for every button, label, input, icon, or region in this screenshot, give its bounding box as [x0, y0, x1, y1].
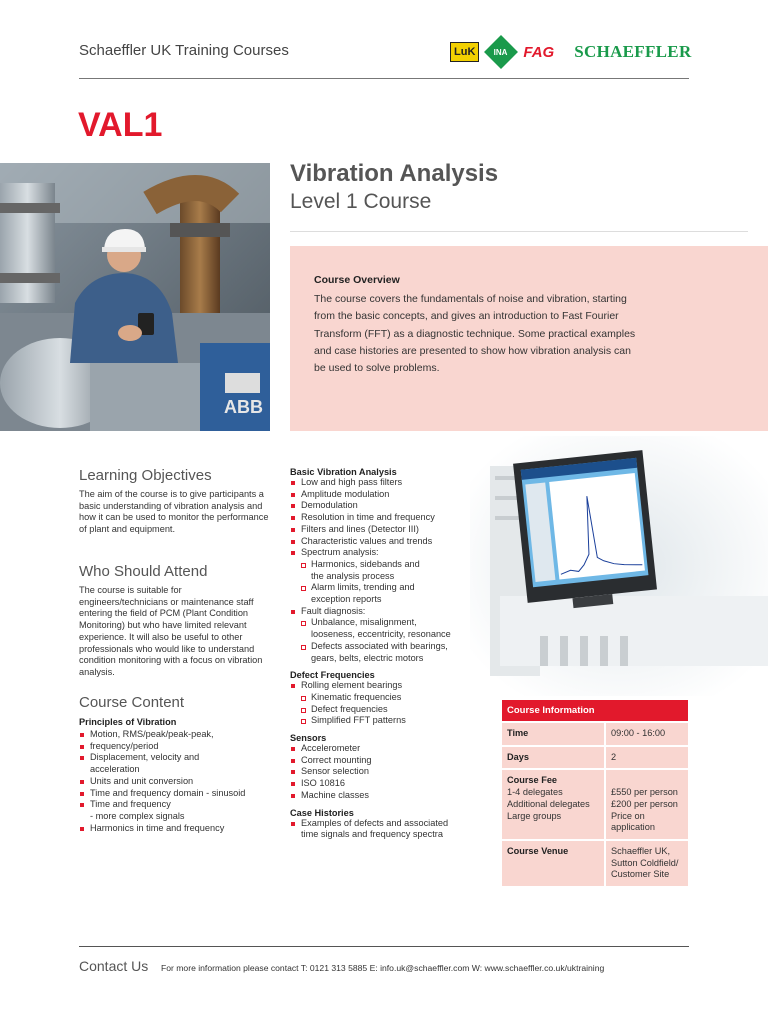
table-row — [502, 745, 688, 769]
brand-logos — [450, 37, 692, 67]
header-divider — [79, 78, 689, 79]
list-item: Fault diagnosis: — [290, 606, 475, 618]
list-item: Correct mounting — [290, 755, 475, 767]
list-item: Machine classes — [290, 790, 475, 802]
days-label: Days — [502, 745, 606, 769]
list-item: Defect frequencies — [290, 704, 475, 716]
list-item: Characteristic values and trends — [290, 536, 475, 548]
course-info-heading: Course Information — [502, 700, 688, 721]
list-item: Accelerometer — [290, 743, 475, 755]
list-item: gears, belts, electric motors — [311, 652, 424, 663]
list-item: Units and unit conversion — [79, 776, 279, 788]
venue-label: Course Venue — [502, 839, 606, 886]
list-item: time signals and frequency spectra — [301, 829, 443, 840]
list-item: Motion, RMS/peak/peak-peak, — [79, 729, 279, 741]
table-row — [502, 700, 688, 721]
course-content-column — [290, 467, 475, 841]
list-item: Alarm limits, trending and — [290, 582, 475, 594]
sensors-list — [290, 743, 475, 802]
fee-label: Course Fee 1-4 delegates Additional delegates Large groups — [502, 768, 606, 839]
fag-logo: FAG — [523, 43, 555, 61]
time-value: 09:00 - 16:00 — [606, 721, 688, 745]
list-item: Resolution in time and frequency — [290, 512, 475, 524]
list-item: Simplified FFT patterns — [290, 715, 475, 727]
list-item: Time and frequency — [79, 799, 279, 811]
overview-text: The course covers the fundamentals of noise and vibration, starting from the basic concepts, and gives an introduction to Fast Fourier Transform (FFT) as a diagnostic technique. Some practical examples and case histories are presented to show how vibration analysis can be used to solve problems. — [314, 293, 636, 375]
list-item: frequency/period — [79, 741, 279, 753]
fee-values: £550 per person £200 per person Price on application — [606, 768, 688, 839]
list-item: ISO 10816 — [290, 778, 475, 790]
list-item: Displacement, velocity and — [79, 752, 279, 764]
ina-logo — [484, 35, 518, 69]
time-label: Time — [502, 721, 606, 745]
list-item: Unbalance, misalignment, — [290, 617, 475, 629]
defect-frequencies-heading: Defect Frequencies — [290, 670, 375, 681]
case-histories-list — [290, 818, 475, 841]
footer-divider — [79, 946, 689, 947]
list-item: Defects associated with bearings, — [290, 641, 475, 653]
list-item: Time and frequency domain - sinusoid — [79, 788, 279, 800]
principles-list — [79, 729, 279, 834]
list-item: Spectrum analysis: — [290, 547, 475, 559]
contact-heading: Contact Us — [79, 958, 149, 974]
list-item: Harmonics in time and frequency — [79, 823, 279, 835]
list-item: Low and high pass filters — [290, 477, 475, 489]
list-item: acceleration — [90, 764, 140, 775]
list-item: Harmonics, sidebands and — [290, 559, 475, 571]
ina-logo-text: INA — [494, 47, 509, 57]
list-item: the analysis process — [311, 570, 395, 581]
list-item: looseness, eccentricity, resonance — [311, 629, 451, 640]
basic-analysis-heading: Basic Vibration Analysis — [290, 467, 397, 477]
who-should-attend-text: The course is suitable for engineers/technicians or maintenance staff entering the field of PCM (Plant Condition Monitoring) but who have limited relevant experience. It will also be useful to other professionals who would like to understand condition monitoring with a focus on vibration analysis. — [79, 585, 263, 677]
list-item: Examples of defects and associated — [290, 818, 475, 830]
list-item: exception reports — [311, 594, 382, 605]
course-content-heading: Course Content — [79, 694, 185, 711]
list-item: Demodulation — [290, 500, 475, 512]
contact-details: For more information please contact T: 0121 313 5885 E: info.uk@schaeffler.com W: www.schaeffler.co.uk/uktraining — [161, 963, 605, 973]
table-row — [502, 768, 688, 839]
svg-text:ABB: ABB — [224, 397, 263, 417]
overview-heading: Course Overview — [314, 274, 400, 286]
course-info-table — [502, 700, 688, 886]
list-item: Rolling element bearings — [290, 680, 475, 692]
learning-objectives-heading: Learning Objectives — [79, 467, 212, 484]
list-item: - more complex signals — [90, 810, 185, 821]
course-subtitle: Level 1 Course — [290, 190, 432, 213]
who-should-attend-heading: Who Should Attend — [79, 563, 208, 580]
list-item: Sensor selection — [290, 766, 475, 778]
principles-heading: Principles of Vibration — [79, 717, 177, 727]
list-item: Filters and lines (Detector III) — [290, 524, 475, 536]
schaeffler-logo: SCHAEFFLER — [574, 42, 692, 61]
venue-value: Schaeffler UK, Sutton Coldfield/ Customer Site — [606, 839, 688, 886]
list-item: Kinematic frequencies — [290, 692, 475, 704]
table-row — [502, 839, 688, 886]
basic-analysis-list — [290, 477, 475, 664]
list-item: Amplitude modulation — [290, 489, 475, 501]
luk-logo: LuK — [450, 42, 479, 62]
course-code: VAL1 — [78, 106, 163, 144]
header-title: Schaeffler UK Training Courses — [79, 42, 289, 59]
sensors-heading: Sensors — [290, 733, 327, 744]
course-title: Vibration Analysis — [290, 160, 499, 187]
title-divider — [290, 231, 748, 232]
defect-frequencies-list — [290, 680, 475, 727]
table-row — [502, 721, 688, 745]
case-histories-heading: Case Histories — [290, 807, 354, 818]
engineer-photo — [0, 163, 270, 431]
learning-objectives-text: The aim of the course is to give participants a basic understanding of vibration analysis and how it can be used to monitor the performance of plant and equipment. — [79, 489, 269, 535]
days-value: 2 — [606, 745, 688, 769]
monitor-photo — [470, 436, 768, 696]
